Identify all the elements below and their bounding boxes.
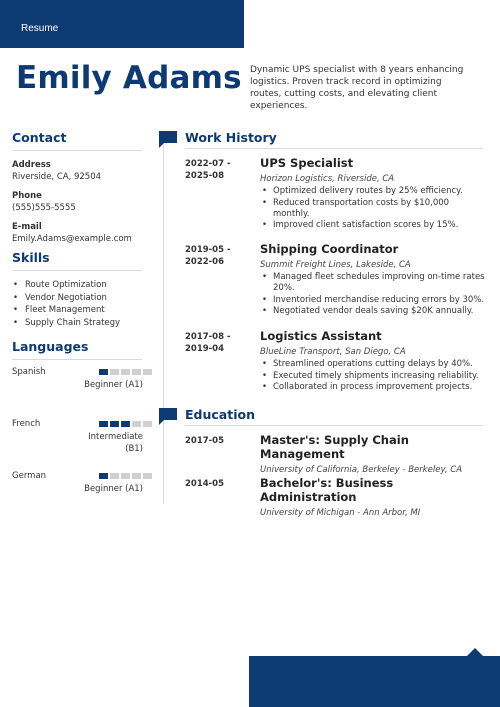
work-bullet: • Optimized delivery routes by 25% efficiency. <box>260 186 485 197</box>
section-divider <box>185 425 483 426</box>
language-level: Intermediate (B1) <box>88 432 143 454</box>
work-body <box>260 156 485 232</box>
proficiency-bar <box>132 473 141 479</box>
languages-title: Languages <box>12 339 89 354</box>
education-body <box>260 476 485 518</box>
work-body <box>260 329 485 394</box>
work-bullet: • Reduced transportation costs by $10,000 monthly. <box>260 198 485 220</box>
languages-section <box>12 339 142 516</box>
proficiency-bar <box>110 473 119 479</box>
footer-banner <box>249 656 500 707</box>
work-bullet: • Inventoried merchandise reducing errors by 30%. <box>260 295 485 306</box>
proficiency-bar <box>132 369 141 375</box>
timeline-line <box>163 132 164 504</box>
start-date: 2017-08 - <box>185 332 231 342</box>
company-name: Horizon Logistics, Riverside, CA <box>260 174 395 184</box>
candidate-name: Emily Adams <box>16 60 242 96</box>
language-item <box>12 471 142 516</box>
end-date: 2019-04 <box>185 344 225 354</box>
phone-value: (555)555-5555 <box>12 203 76 213</box>
education-date: 2014-05 <box>185 479 225 489</box>
work-dates <box>185 331 255 355</box>
work-bullet: • Streamlined operations cutting delays by 40%. <box>260 359 485 370</box>
proficiency-bars <box>99 473 152 479</box>
proficiency-bar <box>143 369 152 375</box>
proficiency-bar <box>143 421 152 427</box>
work-bullet: • Improved client satisfaction scores by 15%. <box>260 220 485 231</box>
language-name: Spanish <box>12 367 46 377</box>
work-history-title: Work History <box>185 130 277 145</box>
degree-title: Bachelor's: Business Administration <box>260 476 394 504</box>
resume-label: Resume <box>21 23 59 34</box>
contact-section <box>12 130 142 244</box>
language-level: Beginner (A1) <box>84 484 143 494</box>
skill-item: • Fleet Management <box>12 305 142 315</box>
proficiency-bar <box>110 369 119 375</box>
proficiency-bars <box>99 369 152 375</box>
education-date: 2017-05 <box>185 436 225 446</box>
proficiency-bar <box>121 369 130 375</box>
job-title: Shipping Coordinator <box>260 242 399 256</box>
work-bullet: • Negotiated vendor deals saving $20K annually. <box>260 306 485 317</box>
work-bullets <box>260 272 485 317</box>
section-divider <box>12 270 142 271</box>
email-value: Emily.Adams@example.com <box>12 234 132 244</box>
phone-label: Phone <box>12 191 42 201</box>
flag-icon <box>159 408 177 420</box>
skills-section <box>12 250 142 330</box>
work-bullet: • Executed timely shipments increasing reliability. <box>260 371 485 382</box>
skills-title: Skills <box>12 250 50 265</box>
skill-item: • Vendor Negotiation <box>12 293 142 303</box>
education-title: Education <box>185 407 255 422</box>
proficiency-bar <box>99 473 108 479</box>
proficiency-bar <box>110 421 119 427</box>
language-item <box>12 419 142 464</box>
contact-title: Contact <box>12 130 67 145</box>
section-divider <box>12 359 142 360</box>
work-bullet: • Collaborated in process improvement projects. <box>260 382 485 393</box>
school-name: University of California, Berkeley - Berkeley, CA <box>260 465 463 475</box>
degree-title: Master's: Supply Chain Management <box>260 433 409 461</box>
skills-list <box>12 280 142 328</box>
work-bullets <box>260 359 485 393</box>
email-label: E-mail <box>12 222 42 232</box>
section-divider <box>12 150 142 151</box>
footer-notch <box>467 648 483 656</box>
section-divider <box>185 148 483 149</box>
proficiency-bar <box>121 473 130 479</box>
language-name: French <box>12 419 41 429</box>
start-date: 2019-05 - <box>185 245 231 255</box>
work-body <box>260 242 485 318</box>
education-body <box>260 433 485 475</box>
company-name: BlueLine Transport, San Diego, CA <box>260 347 406 357</box>
school-name: University of Michigan - Ann Arbor, MI <box>260 508 421 518</box>
work-dates <box>185 158 255 182</box>
proficiency-bar <box>99 421 108 427</box>
work-bullet: • Managed fleet schedules improving on-time rates 20%. <box>260 272 485 294</box>
work-bullets <box>260 186 485 231</box>
proficiency-bar <box>121 421 130 427</box>
language-item <box>12 367 142 412</box>
proficiency-bar <box>99 369 108 375</box>
flag-icon <box>159 131 177 143</box>
language-level: Beginner (A1) <box>84 380 143 390</box>
address-value: Riverside, CA, 92504 <box>12 172 102 182</box>
profile-summary: Dynamic UPS specialist with 8 years enhancing logistics. Proven track record in optimizing routes, cutting costs, and elevating client experiences. <box>250 65 464 111</box>
proficiency-bars <box>99 421 152 427</box>
job-title: UPS Specialist <box>260 156 354 170</box>
proficiency-bar <box>143 473 152 479</box>
proficiency-bar <box>132 421 141 427</box>
end-date: 2025-08 <box>185 171 225 181</box>
address-label: Address <box>12 160 51 170</box>
skill-item: • Supply Chain Strategy <box>12 318 142 328</box>
company-name: Summit Freight Lines, Lakeside, CA <box>260 260 411 270</box>
skill-item: • Route Optimization <box>12 280 142 290</box>
work-dates <box>185 244 255 268</box>
start-date: 2022-07 - <box>185 159 231 169</box>
language-name: German <box>12 471 47 481</box>
job-title: Logistics Assistant <box>260 329 382 343</box>
end-date: 2022-06 <box>185 257 225 267</box>
